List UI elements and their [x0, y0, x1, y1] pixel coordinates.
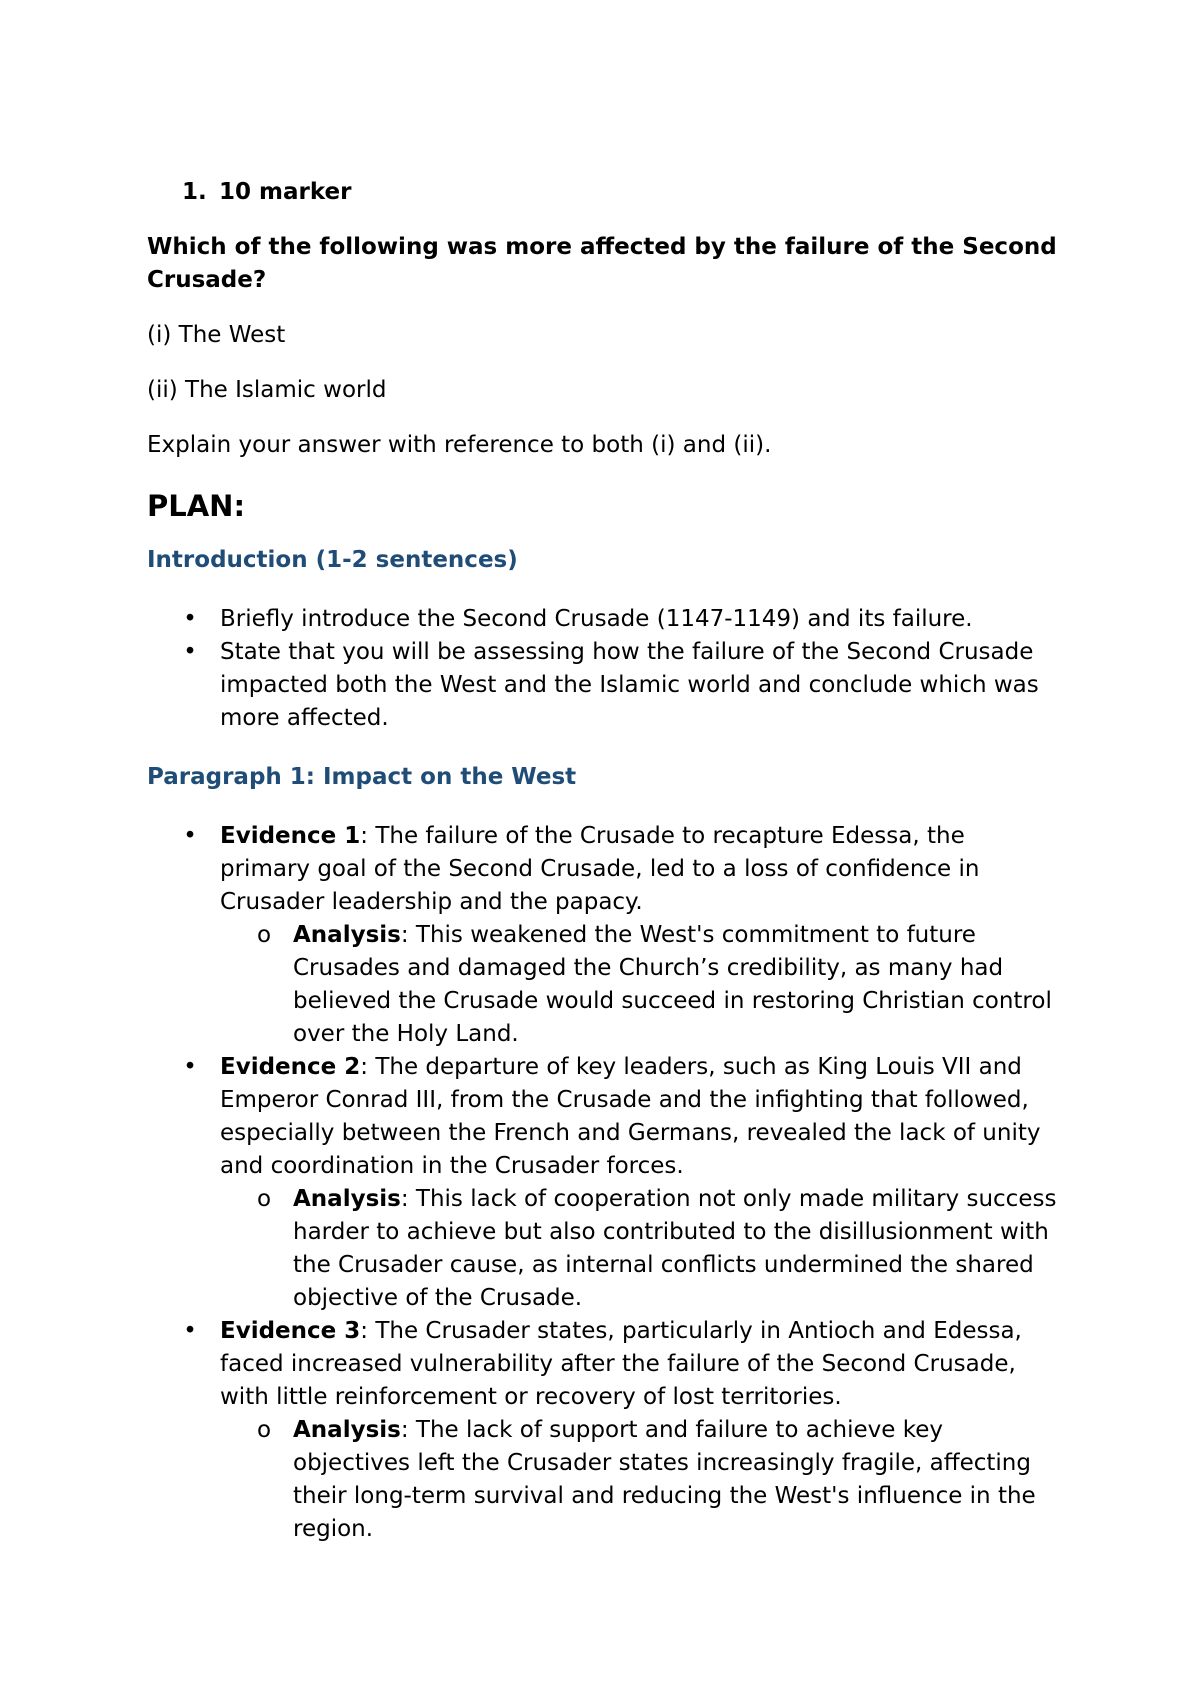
instruction-text: Explain your answer with reference to both (i) and (ii). [147, 432, 772, 458]
analysis-list [220, 919, 1060, 1051]
analysis-list [220, 1183, 1060, 1315]
analysis-text: : The lack of support and failure to achieve key objectives left the Crusader states increasingly fragile, affecting their long-term survival and reducing the West's influence in the region. [293, 1417, 1036, 1542]
introduction-list [147, 603, 1060, 735]
introduction-point: Briefly introduce the Second Crusade (1147-1149) and its failure. [220, 606, 973, 632]
question-number: 1. [182, 179, 207, 205]
evidence-text: : The departure of key leaders, such as King Louis VII and Emperor Conrad III, from the Crusade and the infighting that followed, especially between the French and Germans, revealed the lack of unity and coordination in the Crusader forces. [220, 1054, 1041, 1179]
analysis-text: : This weakened the West's commitment to future Crusades and damaged the Church’s credibility, as many had believed the Crusade would succeed in restoring Christian control over the Holy Land. [293, 922, 1052, 1047]
analysis-item [220, 1414, 1060, 1546]
analysis-item [220, 1183, 1060, 1315]
introduction-heading: Introduction (1-2 sentences) [147, 547, 518, 573]
analysis-text: : This lack of cooperation not only made military success harder to achieve but also contributed to the disillusionment with the Crusader cause, as internal conflicts undermined the shared objective of the Crusade. [293, 1186, 1057, 1311]
evidence-item [147, 820, 1060, 1051]
circle-bullet-icon: o [256, 1417, 272, 1443]
bullet-icon: • [183, 606, 197, 632]
analysis-label: Analysis [293, 1186, 401, 1212]
evidence-label: Evidence 1 [220, 823, 361, 849]
evidence-text: : The Crusader states, particularly in Antioch and Edessa, faced increased vulnerability after the failure of the Second Crusade, with little reinforcement or recovery of lost territories. [220, 1318, 1022, 1410]
analysis-label: Analysis [293, 1417, 401, 1443]
paragraph1-heading: Paragraph 1: Impact on the West [147, 764, 577, 790]
list-item [147, 603, 1060, 636]
analysis-list [220, 1414, 1060, 1546]
evidence-item [147, 1051, 1060, 1315]
paragraph1-list [147, 820, 1060, 1546]
circle-bullet-icon: o [256, 1186, 272, 1212]
list-item [147, 636, 1060, 735]
analysis-label: Analysis [293, 922, 401, 948]
introduction-point: State that you will be assessing how the failure of the Second Crusade impacted both the West and the Islamic world and conclude which was more affected. [220, 639, 1039, 731]
evidence-item [147, 1315, 1060, 1546]
question-marks: 10 marker [219, 179, 352, 205]
plan-title: PLAN: [147, 489, 246, 523]
option-west: (i) The West [147, 322, 286, 348]
question-number-line [182, 176, 1060, 209]
question-text: Which of the following was more affected by the failure of the Second Crusade? [147, 234, 1057, 293]
evidence-label: Evidence 3 [220, 1318, 361, 1344]
bullet-icon: • [183, 639, 197, 665]
bullet-icon: • [183, 1054, 197, 1080]
bullet-icon: • [183, 1318, 197, 1344]
evidence-text: : The failure of the Crusade to recapture Edessa, the primary goal of the Second Crusade, led to a loss of confidence in Crusader leadership and the papacy. [220, 823, 980, 915]
evidence-label: Evidence 2 [220, 1054, 361, 1080]
analysis-item [220, 919, 1060, 1051]
option-islamic-world: (ii) The Islamic world [147, 377, 387, 403]
bullet-icon: • [183, 823, 197, 849]
circle-bullet-icon: o [256, 922, 272, 948]
